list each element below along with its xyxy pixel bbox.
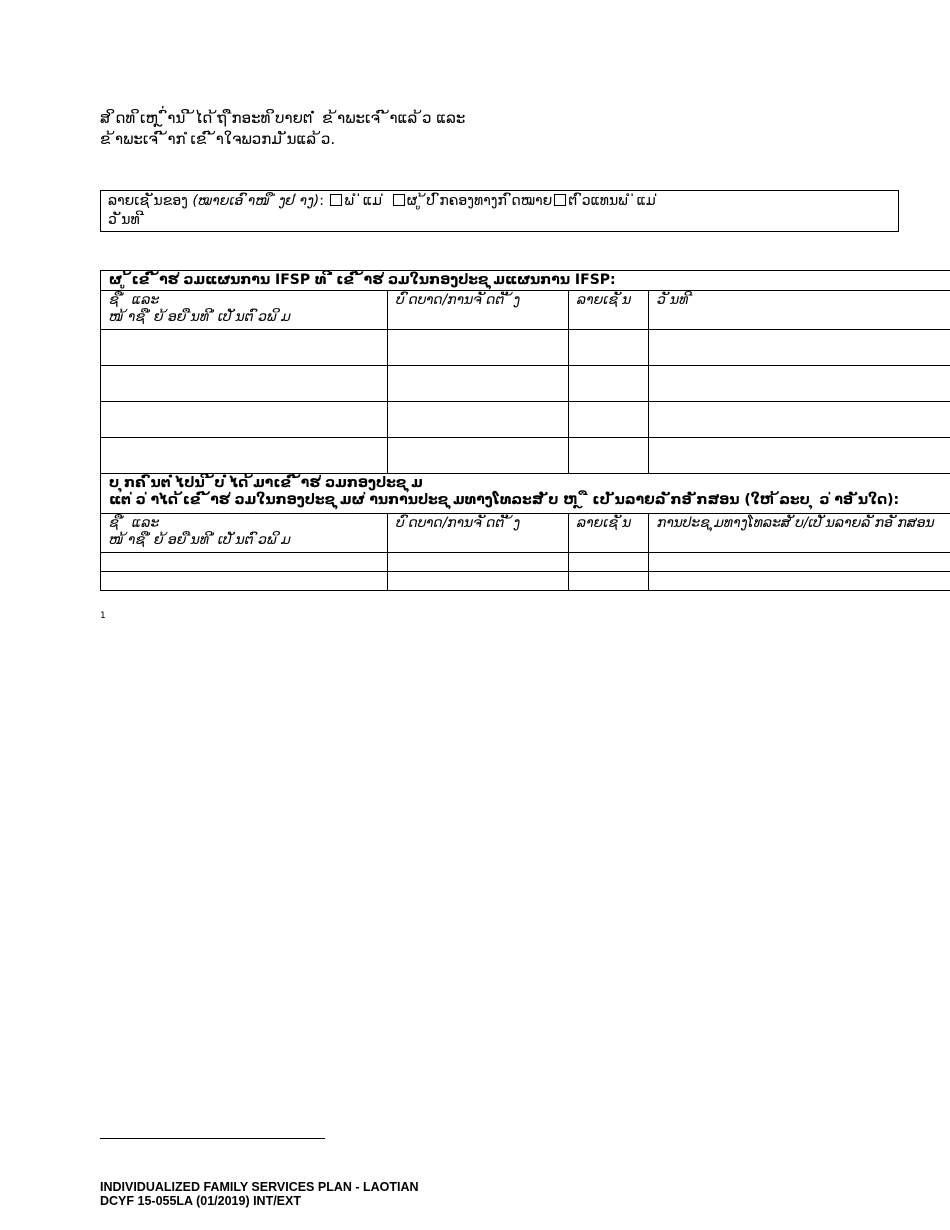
name-column-line-2: ໜ ້າຊ ື ່ຍ ້ອຍ ືນທ ີ ່ເປ ັນຕ ົວພ ິມ — [109, 309, 291, 325]
form-title: INDIVIDUALIZED FAMILY SERVICES PLAN - LAOTIAN — [100, 1180, 419, 1194]
table-row — [101, 366, 950, 402]
date-cell[interactable] — [649, 366, 950, 402]
name-column-line-1: ຊ ື ່ ແລະ — [109, 515, 160, 531]
parent-signature-box[interactable] — [100, 190, 899, 232]
method-cell[interactable] — [649, 553, 950, 572]
role-cell[interactable] — [388, 553, 569, 572]
table-row — [101, 438, 950, 474]
signature-note: (ໝາຍເອ ົາໜ ຶ ່ງຢ ່າງ) — [192, 193, 320, 209]
guardian-checkbox[interactable] — [393, 194, 405, 206]
table-row — [101, 572, 950, 591]
name-column-header — [101, 514, 388, 553]
date-column-header: ວ ັນທ ີ — [649, 291, 950, 330]
table-row — [101, 330, 950, 366]
name-cell[interactable] — [101, 572, 388, 591]
name-cell[interactable] — [101, 366, 388, 402]
role-cell[interactable] — [388, 572, 569, 591]
signature-colon: : — [319, 193, 324, 209]
participation-method-column-header: ການປະຊ ຸມທາງໂທລະສ ັບ/ເປ ັນລາຍລ ັກອ ັກສອນ — [649, 514, 950, 553]
intro-statement — [100, 108, 700, 150]
intro-line-1: ສ ິດທ ິເຫ ຼ ົ່ານ ີ ້ໄດ ້ຖ ືກອະທ ິບາຍຕ ໍ່ ຂ ້າພະເຈ ົ ້າແລ ້ວ ແລະ — [100, 109, 466, 127]
date-cell[interactable] — [649, 438, 950, 474]
name-cell[interactable] — [101, 553, 388, 572]
signature-cell[interactable] — [569, 438, 649, 474]
signature-label: ລາຍເຊ ັນຂອງ — [108, 193, 188, 209]
signature-column-header: ລາຍເຊ ັນ — [569, 291, 649, 330]
name-cell[interactable] — [101, 330, 388, 366]
role-column-header: ບ ົດບາດ/ການຈ ັດຕ ັ ້ງ — [388, 514, 569, 553]
surrogate-option-label: ຕ ົວແທນພ ໍ ່ແມ ່ — [568, 193, 661, 209]
name-cell[interactable] — [101, 438, 388, 474]
signature-cell[interactable] — [569, 330, 649, 366]
footer-divider — [100, 1138, 325, 1139]
signature-cell[interactable] — [569, 553, 649, 572]
signature-column-header: ລາຍເຊ ັນ — [569, 514, 649, 553]
role-cell[interactable] — [388, 330, 569, 366]
role-cell[interactable] — [388, 366, 569, 402]
guardian-option-label: ຜ ູ ້ປ ົກຄອງທາງກ ົດໝາຍ — [406, 193, 553, 209]
signature-cell[interactable] — [569, 572, 649, 591]
parent-checkbox[interactable] — [330, 194, 342, 206]
name-cell[interactable] — [101, 402, 388, 438]
role-cell[interactable] — [388, 438, 569, 474]
signature-cell[interactable] — [569, 402, 649, 438]
form-number: DCYF 15-055LA (01/2019) INT/EXT — [100, 1194, 301, 1208]
remote-header-line-2: ແຕ ່ວ ່າໄດ ້ເຂ ົ ້າຮ ່ວມໃນກອງປະຊ ຸມຜ ່ານການປະຊ ຸມທາງໂທລະສ ັບ ຫ ຼ ື ເປ ັນລາຍລ ັກອ ັກສອນ (ໃຫ ້ລະບ ຸ ວ ່າອ ັນໃດ): — [109, 492, 900, 508]
intro-line-2: ຂ ້າພະເຈ ົ ້າກ ໍເຂ ົ ້າໃຈພວກມ ັນແລ ້ວ. — [100, 130, 336, 148]
participants-table — [100, 270, 950, 474]
remote-header-line-1: ບ ຸກຄ ົນຕ ່ໍໄປນ ີ ້ບ ໍ່ໄດ ້ມາເຂ ົ ້າຮ ່ວມກອງປະຊ ຸມ — [109, 475, 423, 491]
method-cell[interactable] — [649, 572, 950, 591]
table-row — [101, 402, 950, 438]
table-row — [101, 553, 950, 572]
remote-participants-header — [101, 474, 950, 514]
name-column-line-1: ຊ ື ່ ແລະ — [109, 292, 160, 308]
name-column-line-2: ໜ ້າຊ ື ່ຍ ້ອຍ ືນທ ີ ່ເປ ັນຕ ົວພ ິມ — [109, 532, 291, 548]
participants-table-header: ຜ ູ ້ເຂ ົ ້າຮ ່ວມແຜນການ IFSP ທ ີ ່ເຂ ົ ້າຮ ່ວມໃນກອງປະຊ ຸມແຜນການ IFSP: — [101, 271, 950, 291]
date-cell[interactable] — [649, 402, 950, 438]
signature-date-label: ວ ັນທ ີ — [108, 212, 145, 228]
name-column-header — [101, 291, 388, 330]
footnote-number: 1 — [100, 611, 106, 621]
role-cell[interactable] — [388, 402, 569, 438]
remote-participants-table — [100, 473, 950, 591]
surrogate-parent-checkbox[interactable] — [554, 194, 566, 206]
role-column-header: ບ ົດບາດ/ການຈ ັດຕ ັ ້ງ — [388, 291, 569, 330]
signature-cell[interactable] — [569, 366, 649, 402]
date-cell[interactable] — [649, 330, 950, 366]
form-footer — [100, 1180, 419, 1208]
parent-option-label: ພ ໍ ່ແມ ່ — [344, 193, 387, 209]
